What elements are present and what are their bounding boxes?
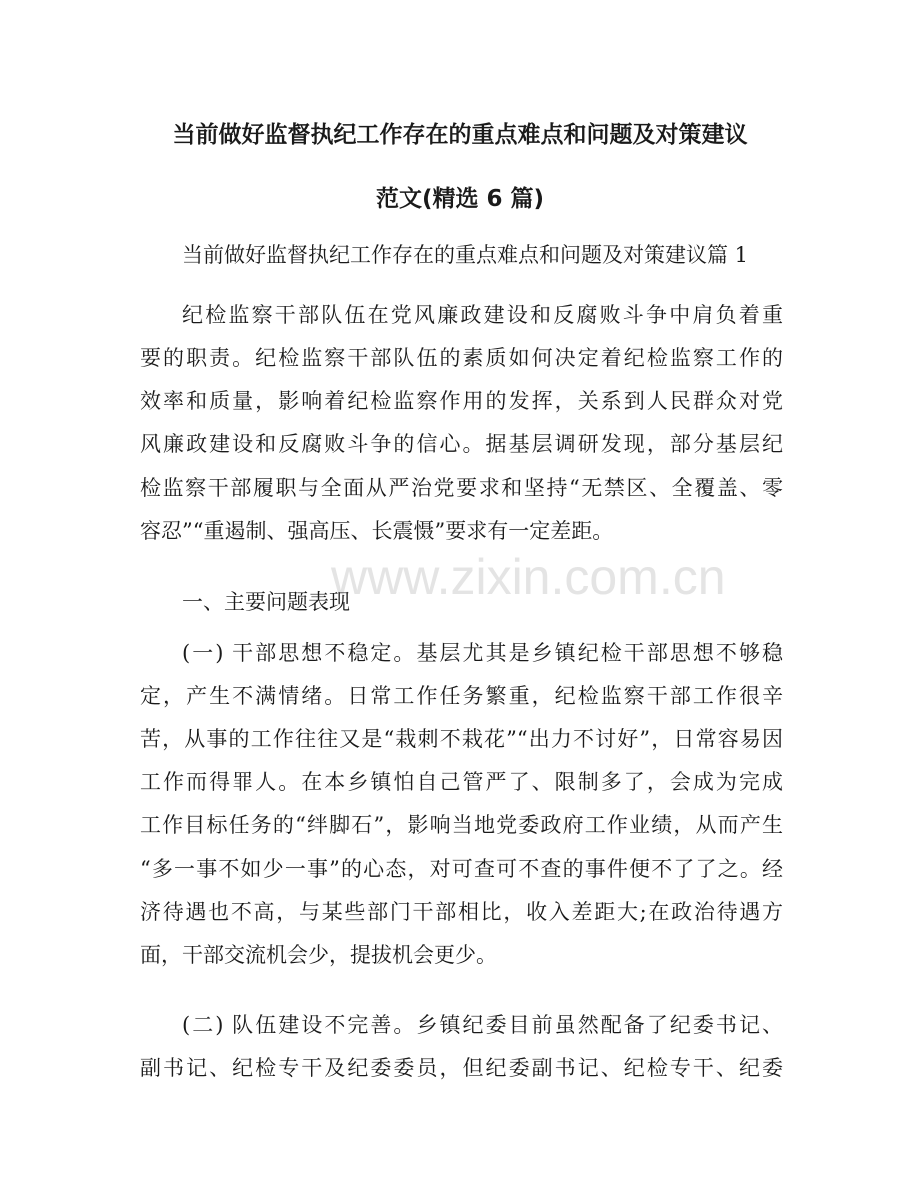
paragraph-line: 工作而得罪人。在本乡镇怕自己管严了、限制多了，会成为完成: [140, 770, 783, 794]
paragraph-line: 效率和质量，影响着纪检监察作用的发挥，关系到人民群众对党: [140, 389, 783, 413]
paragraph-line: 济待遇也不高，与某些部门干部相比，收入差距大;在政治待遇方: [140, 900, 783, 924]
paragraph-line: 工作目标任务的“绊脚石”，影响当地党委政府工作业绩，从而产生: [140, 813, 783, 837]
paragraph-line: (一) 干部思想不稳定。基层尤其是乡镇纪检干部思想不够稳: [182, 641, 783, 665]
paragraph-line: “多一事不如少一事”的心态，对可查可不查的事件便不了了之。经: [140, 857, 783, 881]
paragraph-line: 苦，从事的工作往往又是“栽刺不栽花”“出力不讨好”，日常容易因: [140, 727, 783, 751]
paragraph-line: (二) 队伍建设不完善。乡镇纪委目前虽然配备了纪委书记、: [182, 1013, 783, 1037]
paragraph-line: 风廉政建设和反腐败斗争的信心。据基层调研发现，部分基层纪: [140, 432, 783, 456]
paragraph-line: 纪检监察干部队伍在党风廉政建设和反腐败斗争中肩负着重: [182, 303, 783, 327]
paragraph-line: 检监察干部履职与全面从严治党要求和坚持“无禁区、全覆盖、零: [140, 476, 783, 500]
article-subtitle: 当前做好监督执纪工作存在的重点难点和问题及对策建议篇 1: [182, 243, 749, 267]
paragraph-line: 定，产生不满情绪。日常工作任务繁重，纪检监察干部工作很辛: [140, 684, 783, 708]
paragraph-line: 要的职责。纪检监察干部队伍的素质如何决定着纪检监察工作的: [140, 346, 783, 370]
paragraph-line: 副书记、纪检专干及纪委委员，但纪委副书记、纪检专干、纪委: [140, 1056, 783, 1080]
paragraph-line: 面，干部交流机会少，提拔机会更少。: [140, 943, 497, 967]
paragraph-line: 容忍”“重遏制、强高压、长震慑”要求有一定差距。: [140, 519, 614, 543]
document-title-line-1: 当前做好监督执纪工作存在的重点难点和问题及对策建议: [172, 122, 748, 148]
section-heading: 一、主要问题表现: [182, 590, 350, 614]
watermark: www.zixin.com.cn: [331, 549, 726, 605]
document-title-line-2: 范文(精选 6 篇): [375, 186, 545, 212]
